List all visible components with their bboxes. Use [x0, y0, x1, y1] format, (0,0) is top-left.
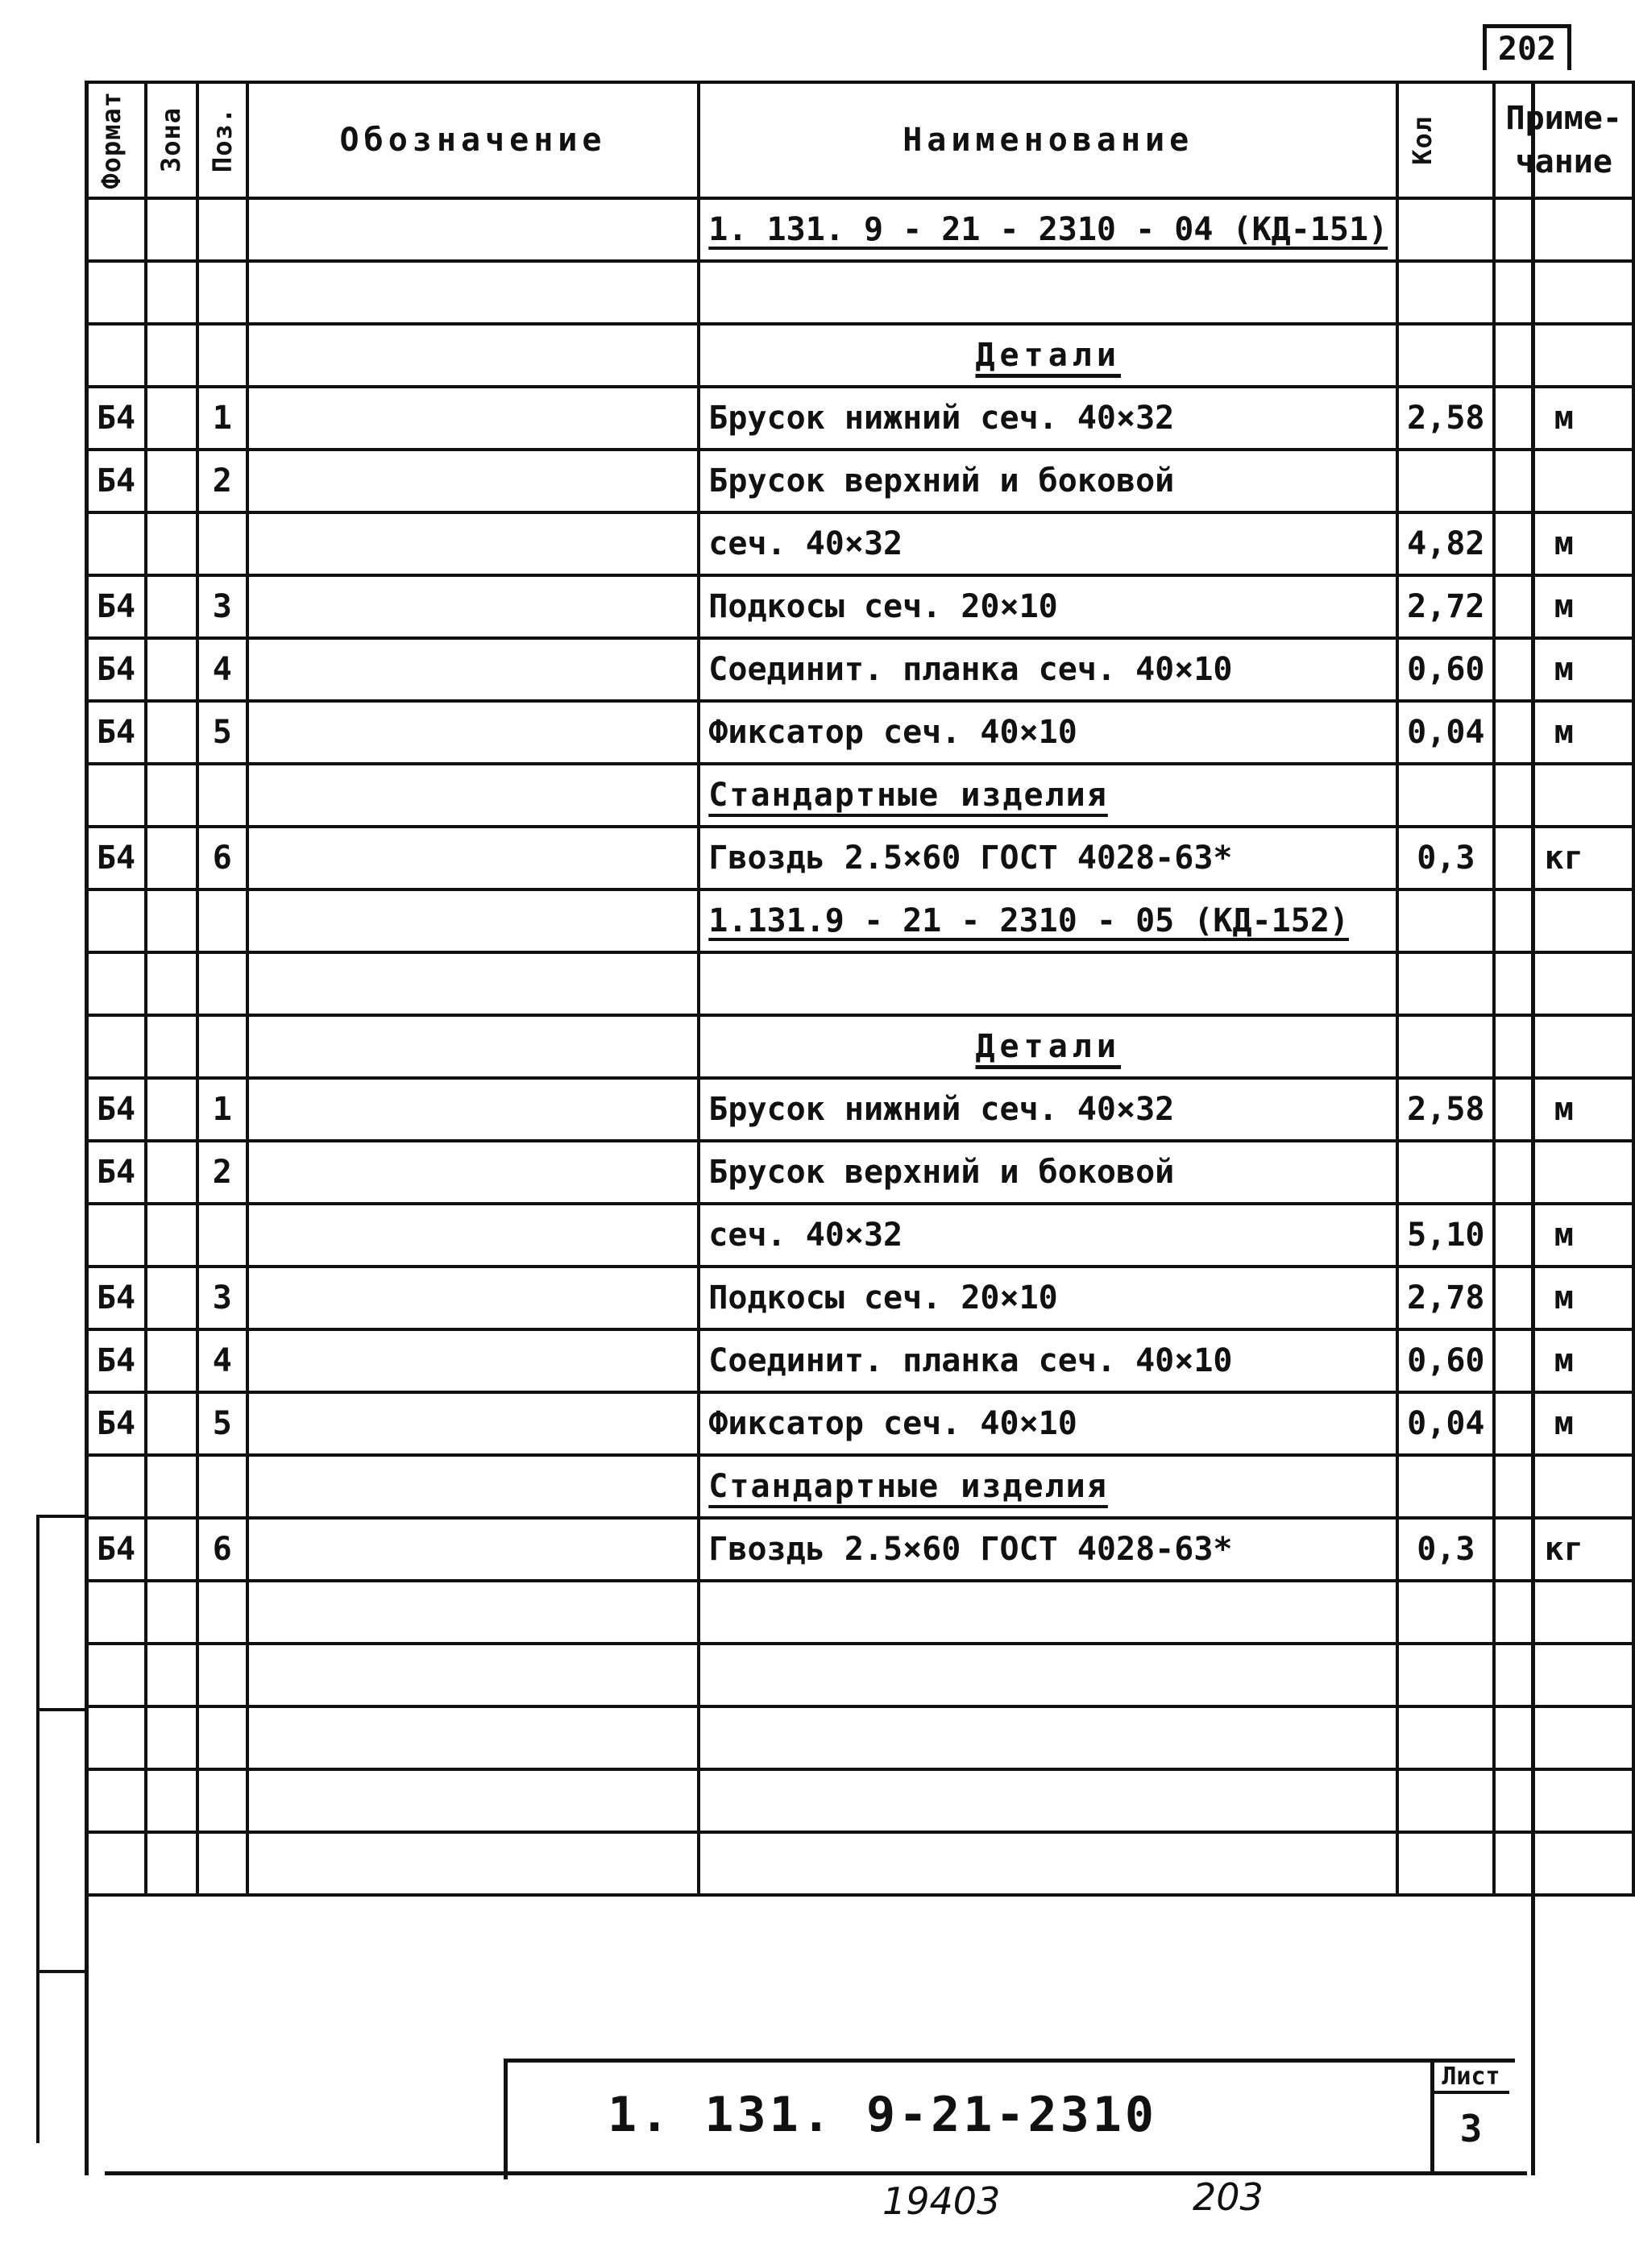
cell-zone: [146, 1832, 197, 1895]
cell-qty: [1397, 889, 1494, 952]
cell-zone: [146, 1015, 197, 1078]
cell-name: 1.131.9 - 21 - 2310 - 05 (КД-152): [699, 889, 1397, 952]
cell-format: Б4: [86, 1392, 146, 1455]
cell-note: [1494, 1455, 1633, 1518]
cell-note: [1494, 1769, 1633, 1832]
cell-format: [86, 764, 146, 827]
cell-zone: [146, 261, 197, 324]
inventory-number: 19403: [882, 2179, 1001, 2223]
cell-name: Стандартные изделия: [699, 764, 1397, 827]
cell-zone: [146, 1204, 197, 1267]
cell-designation: [247, 1015, 699, 1078]
cell-zone: [146, 1518, 197, 1581]
cell-note: [1494, 952, 1633, 1015]
cell-note: [1494, 1015, 1633, 1078]
cell-qty: [1397, 952, 1494, 1015]
cell-designation: [247, 638, 699, 701]
cell-designation: [247, 827, 699, 889]
margin-stamp-line: [36, 1515, 39, 2143]
frame-bottom-line: [105, 2171, 1527, 2175]
cell-designation: [247, 1832, 699, 1895]
cell-format: Б4: [86, 1518, 146, 1581]
cell-name: Соединит. планка сеч. 40×10: [699, 1329, 1397, 1392]
cell-qty: 0,3: [1397, 1518, 1494, 1581]
table-row: [86, 1141, 1633, 1204]
cell-note: м: [1494, 1329, 1633, 1392]
cell-designation: [247, 1644, 699, 1706]
document-designation: 1. 131. 9-21-2310: [607, 2087, 1158, 2143]
cell-format: [86, 1581, 146, 1644]
header-format: Формат: [86, 82, 146, 198]
cell-format: [86, 1706, 146, 1769]
cell-zone: [146, 1392, 197, 1455]
cell-name: Детали: [699, 1015, 1397, 1078]
cell-qty: [1397, 450, 1494, 512]
cell-zone: [146, 638, 197, 701]
cell-format: Б4: [86, 1141, 146, 1204]
cell-note: м: [1494, 1078, 1633, 1141]
cell-qty: [1397, 1832, 1494, 1895]
specification-table: [85, 81, 1635, 1897]
page-number: 202: [1483, 24, 1571, 70]
cell-designation: [247, 1455, 699, 1518]
cell-designation: [247, 1769, 699, 1832]
table-row: [86, 1769, 1633, 1832]
cell-qty: [1397, 1581, 1494, 1644]
table-row: [86, 261, 1633, 324]
cell-pos: 5: [197, 701, 247, 764]
cell-name: Фиксатор сеч. 40×10: [699, 701, 1397, 764]
cell-format: Б4: [86, 638, 146, 701]
cell-note: м: [1494, 1392, 1633, 1455]
cell-designation: [247, 1204, 699, 1267]
cell-zone: [146, 1078, 197, 1141]
cell-designation: [247, 1141, 699, 1204]
cell-name: сеч. 40×32: [699, 1204, 1397, 1267]
cell-note: кг: [1494, 1518, 1633, 1581]
table-row: [86, 1706, 1633, 1769]
cell-note: [1494, 1644, 1633, 1706]
cell-name: Брусок нижний сеч. 40×32: [699, 387, 1397, 450]
cell-designation: [247, 1581, 699, 1644]
cell-format: Б4: [86, 575, 146, 638]
cell-qty: [1397, 764, 1494, 827]
cell-qty: 0,04: [1397, 1392, 1494, 1455]
table-body: [86, 198, 1633, 1895]
table-row: [86, 450, 1633, 512]
cell-designation: [247, 261, 699, 324]
cell-name: Детали: [699, 324, 1397, 387]
table-row: [86, 952, 1633, 1015]
cell-format: Б4: [86, 1267, 146, 1329]
cell-format: [86, 1455, 146, 1518]
cell-qty: [1397, 1141, 1494, 1204]
cell-note: м: [1494, 512, 1633, 575]
cell-qty: 2,78: [1397, 1267, 1494, 1329]
cell-pos: [197, 261, 247, 324]
cell-qty: 0,60: [1397, 638, 1494, 701]
cell-pos: [197, 512, 247, 575]
cell-qty: 5,10: [1397, 1204, 1494, 1267]
cell-name: Гвоздь 2.5×60 ГОСТ 4028-63*: [699, 1518, 1397, 1581]
cell-pos: 2: [197, 450, 247, 512]
cell-name: Стандартные изделия: [699, 1455, 1397, 1518]
cell-note: [1494, 450, 1633, 512]
table-row: [86, 1832, 1633, 1895]
cell-name: [699, 1769, 1397, 1832]
cell-zone: [146, 575, 197, 638]
cell-format: [86, 261, 146, 324]
cell-name: Брусок верхний и боковой: [699, 1141, 1397, 1204]
cell-qty: 0,60: [1397, 1329, 1494, 1392]
cell-designation: [247, 1267, 699, 1329]
cell-designation: [247, 1078, 699, 1141]
cell-zone: [146, 1644, 197, 1706]
cell-pos: [197, 324, 247, 387]
cell-pos: 2: [197, 1141, 247, 1204]
cell-zone: [146, 1581, 197, 1644]
table-row: [86, 387, 1633, 450]
cell-qty: [1397, 261, 1494, 324]
cell-format: [86, 324, 146, 387]
cell-pos: [197, 1644, 247, 1706]
cell-zone: [146, 198, 197, 261]
cell-pos: 4: [197, 1329, 247, 1392]
table-row: [86, 701, 1633, 764]
table-row: [86, 512, 1633, 575]
cell-pos: [197, 1455, 247, 1518]
header-name: Наименование: [699, 82, 1397, 198]
cell-note: м: [1494, 638, 1633, 701]
table-row: [86, 1518, 1633, 1581]
cell-format: [86, 1644, 146, 1706]
cell-note: [1494, 1706, 1633, 1769]
cell-zone: [146, 827, 197, 889]
cell-designation: [247, 198, 699, 261]
margin-stamp-tick: [36, 1515, 85, 1518]
cell-qty: [1397, 324, 1494, 387]
header-designation: Обозначение: [247, 82, 699, 198]
cell-designation: [247, 1706, 699, 1769]
cell-designation: [247, 764, 699, 827]
cell-format: [86, 1832, 146, 1895]
cell-format: Б4: [86, 1078, 146, 1141]
cell-designation: [247, 387, 699, 450]
table-row: [86, 1644, 1633, 1706]
table-row: [86, 1455, 1633, 1518]
footer-page-number: 203: [1193, 2175, 1264, 2219]
cell-name: Брусок нижний сеч. 40×32: [699, 1078, 1397, 1141]
cell-format: [86, 512, 146, 575]
cell-zone: [146, 450, 197, 512]
margin-stamp-tick: [36, 1708, 85, 1711]
cell-pos: 6: [197, 1518, 247, 1581]
table-header-row: [86, 82, 1633, 198]
cell-format: Б4: [86, 701, 146, 764]
cell-zone: [146, 952, 197, 1015]
cell-note: [1494, 261, 1633, 324]
cell-qty: 4,82: [1397, 512, 1494, 575]
cell-qty: [1397, 1706, 1494, 1769]
margin-stamp-tick: [36, 1970, 85, 1973]
cell-zone: [146, 889, 197, 952]
cell-zone: [146, 1329, 197, 1392]
header-note: Приме- чание: [1494, 82, 1633, 198]
table-row: [86, 1581, 1633, 1644]
cell-qty: [1397, 1015, 1494, 1078]
cell-pos: [197, 764, 247, 827]
cell-pos: [197, 1015, 247, 1078]
cell-pos: 1: [197, 1078, 247, 1141]
cell-qty: 0,3: [1397, 827, 1494, 889]
cell-format: [86, 198, 146, 261]
cell-zone: [146, 324, 197, 387]
cell-designation: [247, 1392, 699, 1455]
cell-qty: [1397, 198, 1494, 261]
cell-note: [1494, 1141, 1633, 1204]
cell-pos: [197, 198, 247, 261]
table-row: [86, 1329, 1633, 1392]
cell-zone: [146, 1706, 197, 1769]
cell-zone: [146, 1267, 197, 1329]
header-qty: Кол: [1397, 82, 1494, 198]
cell-name: [699, 261, 1397, 324]
cell-name: Гвоздь 2.5×60 ГОСТ 4028-63*: [699, 827, 1397, 889]
cell-pos: 3: [197, 1267, 247, 1329]
cell-designation: [247, 512, 699, 575]
table-row: [86, 1392, 1633, 1455]
cell-pos: 6: [197, 827, 247, 889]
cell-name: [699, 1644, 1397, 1706]
header-zone: Зона: [146, 82, 197, 198]
cell-pos: [197, 952, 247, 1015]
cell-pos: 5: [197, 1392, 247, 1455]
table-row: [86, 889, 1633, 952]
table-row: [86, 1015, 1633, 1078]
cell-pos: [197, 889, 247, 952]
cell-zone: [146, 701, 197, 764]
cell-name: Брусок верхний и боковой: [699, 450, 1397, 512]
header-pos: Поз.: [197, 82, 247, 198]
cell-pos: [197, 1769, 247, 1832]
cell-name: Подкосы сеч. 20×10: [699, 575, 1397, 638]
cell-qty: 2,58: [1397, 1078, 1494, 1141]
cell-format: Б4: [86, 827, 146, 889]
table-row: [86, 324, 1633, 387]
cell-designation: [247, 450, 699, 512]
cell-zone: [146, 1769, 197, 1832]
cell-pos: [197, 1581, 247, 1644]
cell-designation: [247, 889, 699, 952]
cell-note: м: [1494, 575, 1633, 638]
cell-designation: [247, 701, 699, 764]
cell-name: Подкосы сеч. 20×10: [699, 1267, 1397, 1329]
cell-note: [1494, 324, 1633, 387]
cell-name: [699, 952, 1397, 1015]
cell-format: Б4: [86, 387, 146, 450]
cell-note: кг: [1494, 827, 1633, 889]
table-row: [86, 638, 1633, 701]
cell-note: м: [1494, 1267, 1633, 1329]
cell-format: [86, 1769, 146, 1832]
cell-note: [1494, 764, 1633, 827]
cell-zone: [146, 1141, 197, 1204]
cell-qty: [1397, 1455, 1494, 1518]
cell-pos: 4: [197, 638, 247, 701]
table-row: [86, 198, 1633, 261]
cell-note: м: [1494, 1204, 1633, 1267]
cell-format: [86, 1204, 146, 1267]
cell-name: Соединит. планка сеч. 40×10: [699, 638, 1397, 701]
table-row: [86, 1267, 1633, 1329]
cell-name: [699, 1581, 1397, 1644]
cell-zone: [146, 512, 197, 575]
cell-zone: [146, 1455, 197, 1518]
cell-name: [699, 1832, 1397, 1895]
cell-name: [699, 1706, 1397, 1769]
table-row: [86, 1078, 1633, 1141]
cell-designation: [247, 1518, 699, 1581]
cell-qty: 2,58: [1397, 387, 1494, 450]
cell-pos: 1: [197, 387, 247, 450]
cell-format: [86, 952, 146, 1015]
cell-name: сеч. 40×32: [699, 512, 1397, 575]
cell-note: [1494, 1581, 1633, 1644]
sheet-number: 3: [1459, 2107, 1483, 2150]
table-row: [86, 1204, 1633, 1267]
cell-name: Фиксатор сеч. 40×10: [699, 1392, 1397, 1455]
cell-zone: [146, 764, 197, 827]
cell-pos: [197, 1832, 247, 1895]
cell-format: Б4: [86, 450, 146, 512]
cell-pos: [197, 1204, 247, 1267]
table-row: [86, 827, 1633, 889]
cell-designation: [247, 575, 699, 638]
table-row: [86, 764, 1633, 827]
cell-note: [1494, 198, 1633, 261]
cell-pos: [197, 1706, 247, 1769]
cell-note: м: [1494, 701, 1633, 764]
table-row: [86, 575, 1633, 638]
cell-designation: [247, 1329, 699, 1392]
cell-name: 1. 131. 9 - 21 - 2310 - 04 (КД-151): [699, 198, 1397, 261]
cell-zone: [146, 387, 197, 450]
cell-format: [86, 1015, 146, 1078]
sheet-label: Лист: [1433, 2063, 1509, 2094]
cell-pos: 3: [197, 575, 247, 638]
cell-designation: [247, 324, 699, 387]
cell-note: м: [1494, 387, 1633, 450]
cell-qty: [1397, 1644, 1494, 1706]
cell-note: [1494, 889, 1633, 952]
cell-note: [1494, 1832, 1633, 1895]
cell-qty: 2,72: [1397, 575, 1494, 638]
cell-designation: [247, 952, 699, 1015]
cell-format: Б4: [86, 1329, 146, 1392]
cell-qty: [1397, 1769, 1494, 1832]
cell-format: [86, 889, 146, 952]
cell-qty: 0,04: [1397, 701, 1494, 764]
